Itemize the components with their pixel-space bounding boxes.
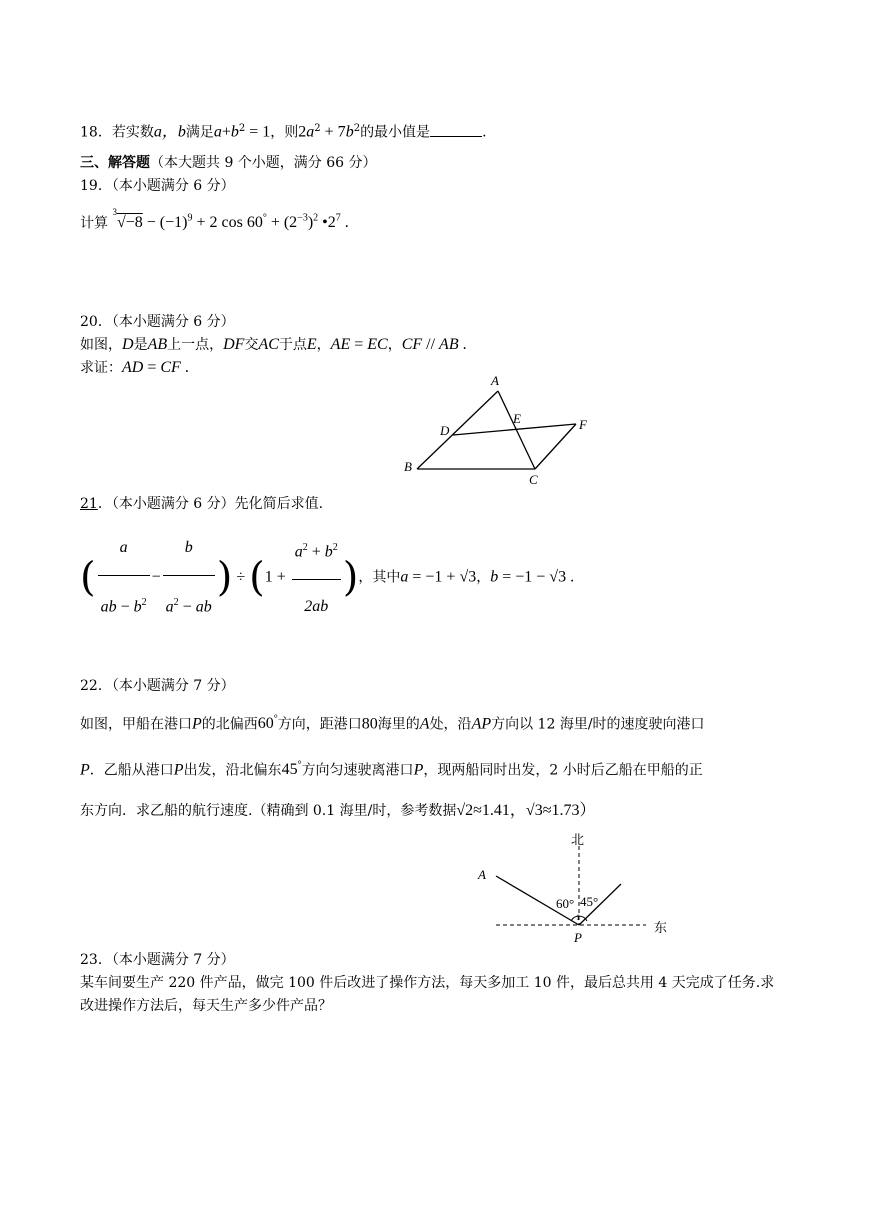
east-label: 东 — [654, 921, 668, 936]
q22-p3: P — [173, 761, 184, 779]
q22-45: 45° — [281, 760, 302, 779]
q21-header-text: ．（本小题满分 6 分）先化简后求值. — [97, 496, 324, 512]
q20-header: 20．（本小题满分 6 分） — [80, 314, 235, 330]
q18-expr-b: b — [345, 123, 354, 141]
q21-rparen: ) — [216, 554, 233, 601]
q23-line2: 改进操作方法后，每天生产多少件产品？ — [80, 998, 332, 1014]
q21-b-rhs: = −1 − √3 . — [498, 568, 575, 586]
q22-t9: 方向匀速驶离港口 — [301, 762, 414, 779]
q22-a: A — [419, 715, 430, 733]
q20-statement — [80, 336, 467, 354]
q20-prove-lhs: AD — [122, 359, 144, 376]
q22-t1: 如图，甲船在港口 — [80, 716, 192, 733]
q21-one: 1 + — [264, 568, 290, 586]
q19-math: $^3√-8 - (-1)^9 + 2$ $\cos 60^\circ + (2^{-3})^2$ $•2^7$ . — [112, 207, 349, 232]
q22-line2 — [80, 756, 703, 780]
q20-eq1-sign: = — [350, 336, 368, 353]
q22-p4: P — [413, 761, 424, 779]
q22-t8: 出发，沿北偏东 — [183, 762, 282, 779]
q20-parallel-rhs: AB — [439, 336, 459, 353]
point-P-label: P — [574, 930, 582, 945]
q18-text2: 满足 — [185, 124, 214, 141]
q18-expr-sup2: 2 — [353, 123, 361, 134]
q21-expression — [80, 522, 575, 616]
label-F: F — [579, 417, 587, 432]
q23-header: 23．（本小题满分 7 分） — [80, 952, 235, 968]
q18-expr-plus: + 7 — [320, 123, 346, 141]
q21-header — [80, 495, 323, 513]
q21-where: ，其中 — [358, 569, 401, 586]
q20-var-e: E — [306, 336, 317, 353]
q22-line1 — [80, 710, 705, 734]
q18-text3: ，则 — [270, 124, 299, 141]
q20-var-ac: AC — [258, 336, 279, 353]
q21-b-val: b — [490, 568, 499, 586]
label-A: A — [491, 373, 499, 388]
q23-line1: 某车间要生产 220 件产品，做完 100 件后改进了操作方法，每天多加工 10 件，最后总共用 4 天完成了任务.求 — [80, 975, 775, 991]
north-label: 北 — [571, 833, 585, 848]
section-note: （本大题共 9 个小题，满分 66 分） — [150, 155, 377, 171]
q18-expr: 2 — [298, 123, 307, 141]
q22-t10: ，现两船同时出发，2 小时后乙船在甲船的正 — [423, 762, 703, 779]
q22-figure — [470, 828, 680, 948]
q22-t4: 海里的 — [377, 716, 420, 733]
q21-lparen2: ( — [249, 554, 265, 601]
q21-a-val: a — [400, 568, 409, 586]
q20-var-ab: AB — [147, 336, 168, 353]
q22-t2: 的北偏西 — [201, 716, 258, 733]
q22-t5: 处，沿 — [429, 716, 472, 733]
question-18 — [80, 120, 487, 142]
q18-sup: 2 — [238, 123, 246, 134]
q20-period: . — [458, 336, 467, 353]
q22-sqrt2: √2 — [456, 802, 474, 819]
q21-frac3: $\frac{a^2 + b^2}{2ab}$ — [292, 522, 341, 633]
q19-lead: 计算 — [80, 215, 108, 232]
q22-t13: ≈1.73） — [542, 802, 596, 819]
q21-comma: ， — [476, 569, 491, 586]
q21-frac1: $\frac{a}{ab - b^2}$ — [98, 522, 150, 633]
q22-60: 60° — [257, 714, 278, 733]
q21-div: ÷ — [232, 568, 250, 586]
q18-eq-rest: + — [221, 123, 231, 141]
q22-t11: 东方向．求乙船的航行速度.（精确到 0.1 海里/时，参考数据 — [80, 803, 457, 819]
q22-t7: ．乙船从港口 — [89, 762, 174, 779]
q20-text-e: 于点 — [278, 337, 307, 353]
q18-eq-b: b — [230, 123, 239, 141]
q21-a-rhs: = −1 + √3 — [408, 568, 477, 586]
q20-prove-sign: = — [143, 359, 161, 376]
q18-expr-a: a — [306, 123, 315, 141]
q20-prove — [80, 359, 189, 377]
q20-eq1: AE — [330, 336, 351, 353]
section-heading — [80, 154, 377, 172]
q22-ap: AP — [471, 715, 492, 733]
label-C: C — [529, 472, 538, 486]
q20-figure — [395, 368, 605, 486]
q21-rparen2: ) — [342, 554, 359, 601]
label-D: D — [440, 423, 450, 438]
point-A-label: A — [478, 867, 486, 882]
q20-var-d: D — [122, 336, 134, 353]
q20-text-c: 上一点， — [167, 337, 224, 353]
q22-t6: 方向以 12 海里/时的速度驶向港口 — [491, 716, 705, 733]
q20-text-g: ， — [387, 337, 402, 353]
q22-t3: 方向，距港口 — [277, 716, 362, 733]
q19-expression — [80, 206, 349, 235]
q18-end: . — [482, 124, 487, 141]
q20-text-d: 交 — [244, 337, 259, 353]
q20-text-f: ， — [316, 337, 331, 353]
q22-sqrt3: √3 — [525, 802, 543, 819]
q20-parallel-sign: // — [422, 336, 440, 353]
q21-lparen: ( — [80, 554, 96, 601]
section-title: 三、解答题 — [80, 155, 150, 171]
q22-p1: P — [192, 715, 202, 733]
q18-text: 若实数 — [111, 124, 154, 141]
q20-prove-end: . — [180, 359, 189, 376]
q22-80: 80 — [361, 715, 378, 733]
q21-minus: − — [151, 568, 161, 586]
question-number: 18． — [80, 124, 112, 141]
q22-t12: ≈1.41， — [473, 802, 526, 819]
q22-p2: P — [80, 761, 90, 779]
q18-vars: a，b — [153, 123, 186, 141]
angle-45-label: 45° — [580, 894, 599, 909]
answer-blank[interactable] — [430, 122, 482, 137]
q20-var-df: DF — [223, 336, 245, 353]
angle-mark: 1 — [576, 913, 580, 922]
q18-text4: 的最小值是 — [360, 124, 431, 141]
q22-header: 22．（本小题满分 7 分） — [80, 678, 235, 694]
q18-eq-one: = 1 — [245, 123, 271, 141]
q19-header: 19．（本小题满分 6 分） — [80, 178, 235, 194]
q20-prove-lead: 求证： — [80, 360, 122, 376]
q21-frac2: $\frac{b}{a^2 - ab}$ — [163, 522, 215, 633]
angle-60-label: 60° — [556, 896, 575, 911]
q20-prove-rhs: CF — [160, 359, 181, 376]
q22-line3 — [80, 801, 596, 821]
label-B: B — [404, 459, 412, 474]
q20-text-b: 是 — [133, 337, 148, 353]
label-E: E — [513, 411, 521, 426]
q18-equation: a — [213, 123, 222, 141]
q20-eq1-rhs: EC — [367, 336, 388, 353]
q20-text-a: 如图， — [80, 337, 122, 353]
q18-expr-sup1: 2 — [314, 123, 321, 134]
q21-number: 21 — [80, 496, 98, 512]
q20-parallel: CF — [401, 336, 423, 353]
